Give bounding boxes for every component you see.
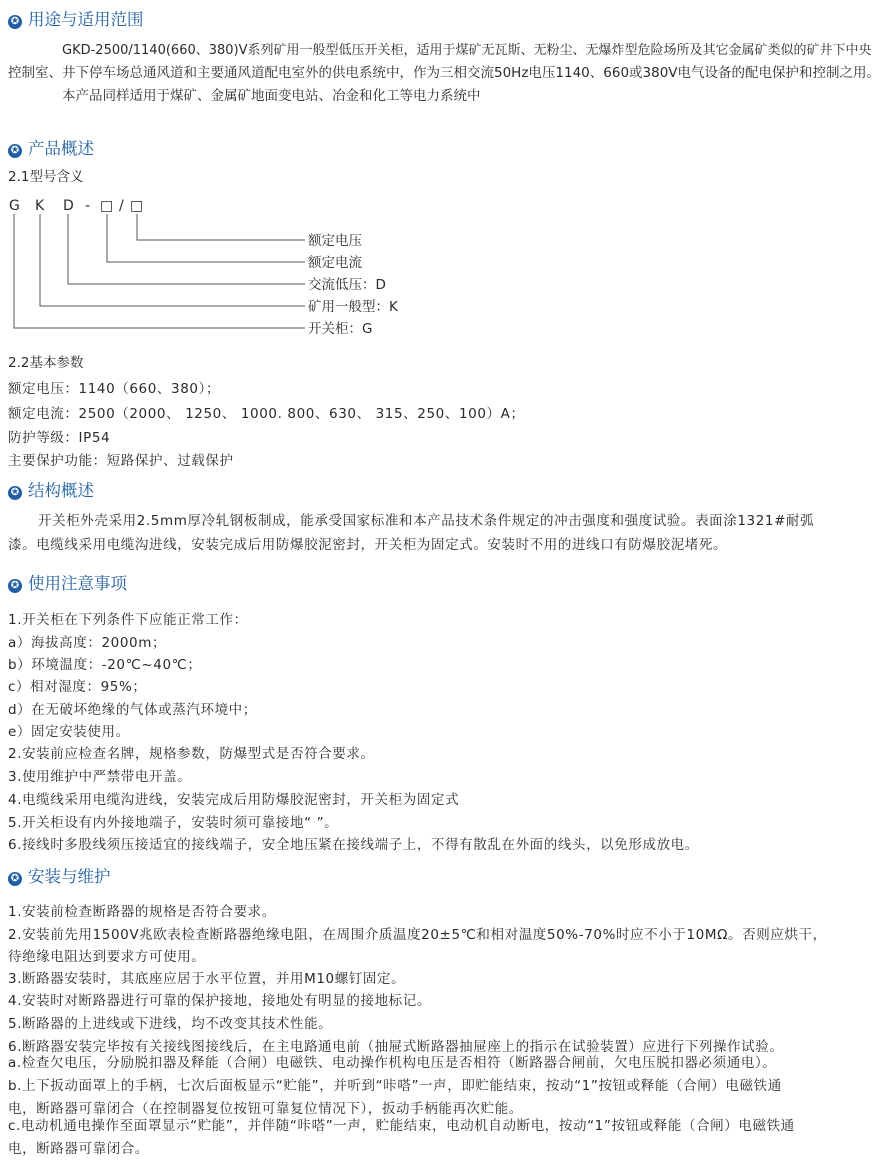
section-title: 用途与适用范围 — [28, 10, 144, 29]
model-code-diagram — [0, 190, 420, 340]
star-circle-icon: ✪ — [8, 15, 22, 29]
subheading-basic-params: 2.2基本参数 — [8, 355, 84, 371]
param-line: 防护等级：IP54 — [8, 430, 111, 446]
note-line: 2.安装前应检查名牌，规格参数，防爆型式是否符合要求。 — [8, 746, 375, 762]
note-line: 5.开关柜设有内外接地端子，安装时须可靠接地“ ”。 — [8, 815, 339, 831]
note-line: 4.电缆线采用电缆沟进线，安装完成后用防爆胶泥密封，开关柜为固定式 — [8, 792, 460, 808]
note-line: d）在无破坏绝缘的气体或蒸汽环境中； — [8, 702, 257, 718]
paragraph-line: 本产品同样适用于煤矿、金属矿地面变电站、冶金和化工等电力系统中 — [62, 88, 481, 104]
model-label: 额定电流 — [308, 255, 362, 271]
section-heading-structure — [8, 481, 94, 501]
install-line: 3.断路器安装时，其底座应居于水平位置，并用M10螺钉固定。 — [8, 971, 406, 987]
paragraph-line: 开关柜外壳采用2.5mm厚冷轧钢板制成，能承受国家标准和本产品技术条件规定的冲击强度和强度试验。表面涂1321#耐弧 — [38, 513, 815, 529]
model-label: 矿用一般型：K — [308, 299, 398, 315]
install-line: 待绝缘电阻达到要求方可使用。 — [8, 949, 206, 965]
section-title: 产品概述 — [28, 139, 94, 158]
install-line: 5.断路器的上进线或下进线，均不改变其技术性能。 — [8, 1016, 333, 1032]
section-title: 安装与维护 — [28, 867, 111, 886]
model-char: / — [119, 198, 124, 214]
model-char: G — [9, 198, 20, 214]
section-heading-installation — [8, 867, 111, 887]
install-line: c.电动机通电操作至面罩显示“贮能”，并伴随“咔嗒”一声，贮能结束，电动机自动断电，按动“1”按钮或释能（合闸）电磁铁通 — [8, 1118, 795, 1134]
install-line: 1.安装前检查断路器的规格是否符合要求。 — [8, 904, 276, 920]
section-title: 使用注意事项 — [28, 574, 127, 593]
model-char: K — [35, 198, 45, 214]
paragraph-line: 漆。电缆线采用电缆沟进线，安装完成后用防爆胶泥密封，开关柜为固定式。安装时不用的进线口有防爆胶泥堵死。 — [8, 537, 728, 553]
note-line: c）相对湿度：95%； — [8, 679, 147, 695]
install-line: 6.断路器安装完毕按有关接线图接线后，在主电路通电前（抽屉式断路器抽屉座上的指示在试验装置）应进行下列操作试验。 — [8, 1039, 784, 1055]
install-line: 4.安装时对断路器进行可靠的保护接地，接地处有明显的接地标记。 — [8, 993, 431, 1009]
param-line: 主要保护功能：短路保护、过载保护 — [8, 453, 234, 469]
section-heading-usage — [8, 10, 144, 30]
note-line: e）固定安装使用。 — [8, 724, 130, 740]
leader-line-ac-low — [68, 214, 305, 284]
section-heading-overview — [8, 139, 94, 159]
note-line: 1.开关柜在下列条件下应能正常工作： — [8, 612, 248, 628]
model-char: □ — [100, 198, 114, 214]
note-line: 3.使用维护中严禁带电开盖。 — [8, 769, 192, 785]
paragraph-line: GKD-2500/1140(660、380)V系列矿用一般型低压开关柜，适用于煤矿无瓦斯、无粉尘、无爆炸型危险场所及其它金属矿类似的矿井下中央 — [62, 43, 872, 58]
model-label: 额定电压 — [308, 233, 362, 249]
star-circle-icon: ✪ — [8, 579, 22, 593]
install-line: b.上下扳动面罩上的手柄，七次后面板显示“贮能”，并听到“咔嗒”一声，即贮能结束，按动“1”按钮或释能（合闸）电磁铁通 — [8, 1078, 782, 1094]
leader-line-mining — [40, 214, 305, 306]
note-line: b）环境温度：-20℃~40℃； — [8, 657, 202, 673]
model-label: 交流低压：D — [308, 277, 386, 293]
model-label: 开关柜：G — [308, 321, 373, 337]
install-line: 2.安装前先用1500V兆欧表检查断路器绝缘电阻，在周围介质温度20±5℃和相对温度50%-70%时应不小于10MΩ。否则应烘干， — [8, 927, 827, 943]
install-line: 电，断路器可靠闭合（在控制器复位按钮可靠复位情况下），扳动手柄能再次贮能。 — [8, 1101, 523, 1117]
install-line: 电，断路器可靠闭合。 — [8, 1141, 149, 1157]
note-line: a）海拔高度：2000m； — [8, 635, 167, 651]
leader-line-switchgear — [14, 214, 305, 328]
model-char: - — [85, 198, 91, 214]
param-line: 额定电流：2500（2000、 1250、 1000. 800、630、 315、250、100）A； — [8, 406, 525, 422]
note-line: 6.接线时多股线须压接适宜的接线端子，安全地压紧在接线端子上，不得有散乱在外面的线头，以免形成放电。 — [8, 837, 699, 853]
model-char: D — [63, 198, 74, 214]
install-line: a.检查欠电压，分励脱扣器及释能（合闸）电磁铁、电动操作机构电压是否相符（断路器合闸前，欠电压脱扣器必须通电）。 — [8, 1055, 777, 1071]
model-char: □ — [130, 198, 144, 214]
section-title: 结构概述 — [28, 481, 94, 500]
param-line: 额定电压：1140（660、380）； — [8, 381, 221, 397]
star-circle-icon: ✪ — [8, 486, 22, 500]
star-circle-icon: ✪ — [8, 872, 22, 886]
leader-line-voltage — [137, 214, 305, 240]
paragraph-line: 控制室、井下停车场总通风道和主要通风道配电室外的供电系统中，作为三相交流50Hz电压1140、660或380V电气设备的配电保护和控制之用。 — [8, 65, 881, 81]
subheading-model-meaning: 2.1型号含义 — [8, 169, 84, 185]
section-heading-usage-notes — [8, 574, 127, 594]
star-circle-icon: ✪ — [8, 144, 22, 158]
